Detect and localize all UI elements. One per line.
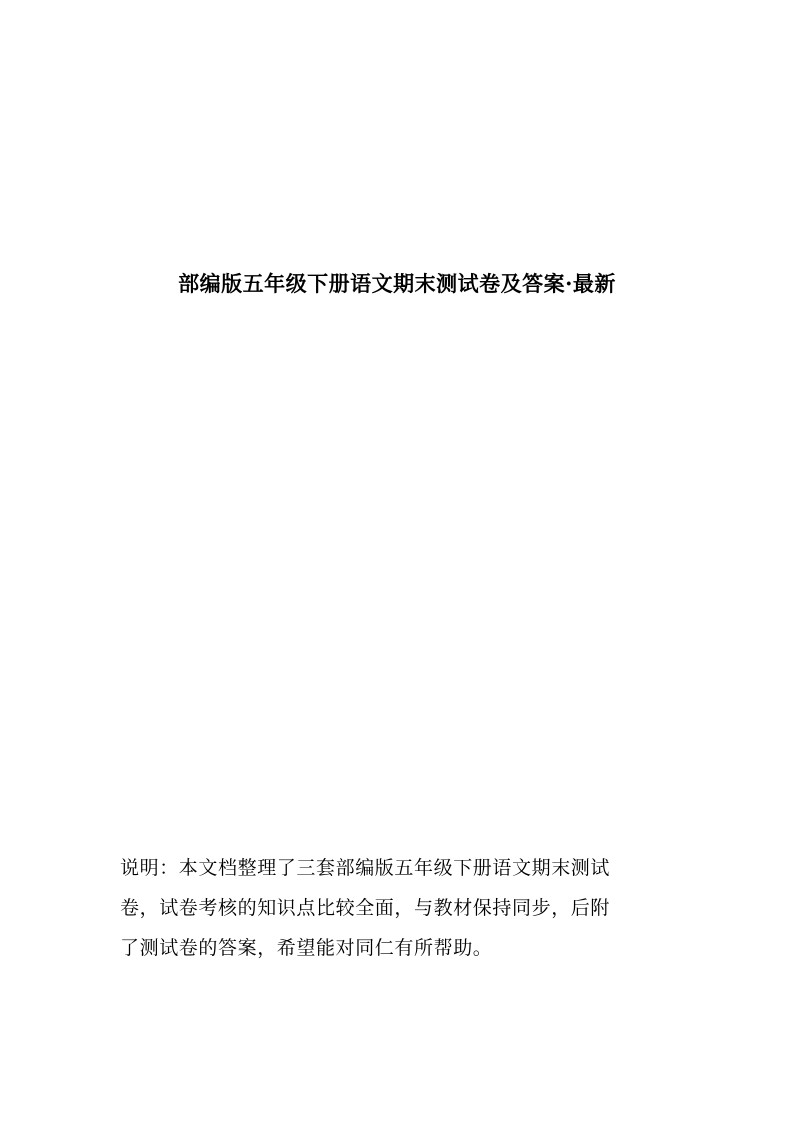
description-line-2: 卷，试卷考核的知识点比较全面，与教材保持同步，后附 — [120, 897, 611, 919]
description-paragraph — [120, 848, 665, 968]
description-line-1: 说明：本文档整理了三套部编版五年级下册语文期末测试 — [120, 857, 611, 879]
description-line-3: 了测试卷的答案，希望能对同仁有所帮助。 — [120, 937, 493, 959]
document-title: 部编版五年级下册语文期末测试卷及答案·最新 — [178, 271, 616, 296]
